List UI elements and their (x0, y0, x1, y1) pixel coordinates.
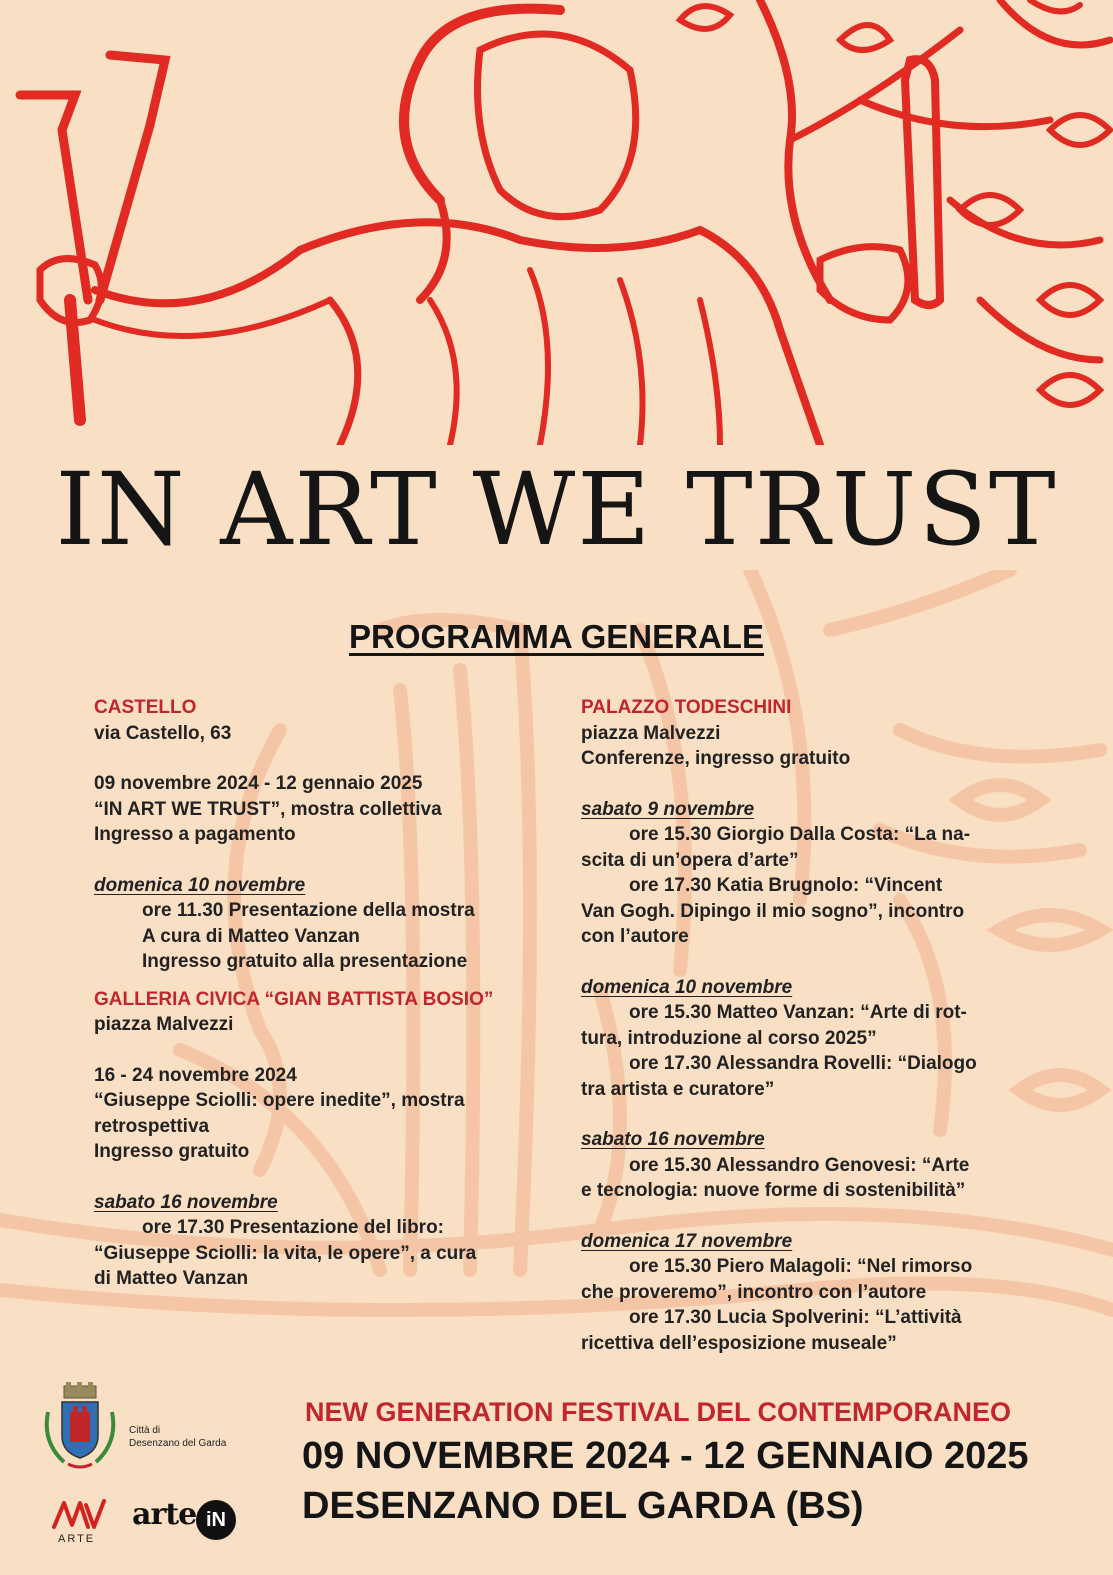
exhibit-entry: Ingresso a pagamento (94, 824, 296, 845)
event-line: ore 15.30 Piero Malagoli: “Nel rimorso (629, 1256, 973, 1277)
city-label (129, 1424, 226, 1450)
event-line: e tecnologia: nuove forme di sostenibilità” (581, 1180, 966, 1201)
event-line: ore 11.30 Presentazione della mostra (142, 900, 475, 921)
event-line: tra artista e curatore” (581, 1078, 775, 1100)
venue-address: piazza Malvezzi (94, 1014, 234, 1035)
event-line: Van Gogh. Dipingo il mio sogno”, incontro (581, 900, 965, 922)
exhibit-dates: 09 novembre 2024 - 12 gennaio 2025 (94, 773, 423, 794)
event-line: ricettiva dell’esposizione museale” (581, 1332, 897, 1354)
event-day: domenica 10 novembre (581, 976, 793, 998)
event-line: tura, introduzione al corso 2025” (581, 1027, 877, 1049)
event-line: ore 17.30 Katia Brugnolo: “Vincent (629, 875, 943, 896)
exhibit-title: “Giuseppe Sciolli: opere inedite”, mostra (94, 1090, 465, 1111)
mv-arte-logo-text: ARTE (58, 1533, 96, 1545)
festival-dates: 09 NOVEMBRE 2024 - 12 GENNAIO 2025 (302, 1435, 1029, 1477)
event-line: che proveremo”, incontro con l’autore (581, 1281, 927, 1303)
event-line: con l’autore (581, 926, 689, 947)
exhibit-dates: 16 - 24 novembre 2024 (94, 1064, 297, 1086)
event-line: “Giuseppe Sciolli: la vita, le opere”, a cura (94, 1242, 477, 1264)
venue-palazzo: PALAZZO TODESCHINI (581, 697, 792, 718)
left-column (94, 695, 544, 1292)
event-day: sabato 16 novembre (94, 1191, 278, 1213)
woodcut-illustration (0, 0, 1113, 445)
event-line: di Matteo Vanzan (94, 1268, 249, 1289)
event-day: domenica 17 novembre (581, 1230, 793, 1252)
poster-title: IN ART WE TRUST (55, 451, 1058, 568)
venue-castello: CASTELLO (94, 697, 197, 718)
festival-name: NEW GENERATION FESTIVAL DEL CONTEMPORANEO (305, 1397, 1012, 1427)
event-day: sabato 16 novembre (581, 1129, 765, 1150)
event-line: ore 15.30 Giorgio Dalla Costa: “La na- (629, 824, 971, 845)
venue-galleria: GALLERIA CIVICA “GIAN BATTISTA BOSIO” (94, 988, 494, 1010)
event-day: domenica 10 novembre (94, 874, 306, 896)
city-crest-icon (42, 1382, 118, 1472)
festival-place: DESENZANO DEL GARDA (BS) (302, 1485, 864, 1527)
event-line: scita di un’opera d’arte” (581, 849, 799, 871)
arte-in-logo-badge: iN (196, 1500, 236, 1540)
event-line: A cura di Matteo Vanzan (142, 925, 360, 947)
venue-address: piazza Malvezzi (581, 722, 721, 744)
event-line: ore 15.30 Matteo Vanzan: “Arte di rot- (629, 1002, 967, 1023)
right-column (581, 695, 1021, 1356)
exhibit-title: “IN ART WE TRUST”, mostra collettiva (94, 798, 442, 820)
event-line: ore 17.30 Alessandra Rovelli: “Dialogo (629, 1053, 977, 1074)
venue-address: via Castello, 63 (94, 722, 232, 744)
event-line: ore 15.30 Alessandro Genovesi: “Arte (629, 1154, 970, 1176)
arte-in-logo-text: arte (132, 1497, 197, 1532)
event-line: ore 17.30 Lucia Spolverini: “L’attività (629, 1307, 962, 1328)
event-line: Ingresso gratuito alla presentazione (142, 951, 468, 972)
exhibit-title-cont: retrospettiva (94, 1115, 210, 1137)
city-label-line: Città di (129, 1425, 161, 1436)
city-label-line: Desenzano del Garda (129, 1438, 227, 1449)
programma-heading: PROGRAMMA GENERALE (349, 618, 764, 655)
event-day: sabato 9 novembre (581, 798, 755, 820)
venue-note: Conferenze, ingresso gratuito (581, 748, 851, 769)
event-line: ore 17.30 Presentazione del libro: (142, 1217, 444, 1238)
exhibit-entry: Ingresso gratuito (94, 1141, 250, 1162)
